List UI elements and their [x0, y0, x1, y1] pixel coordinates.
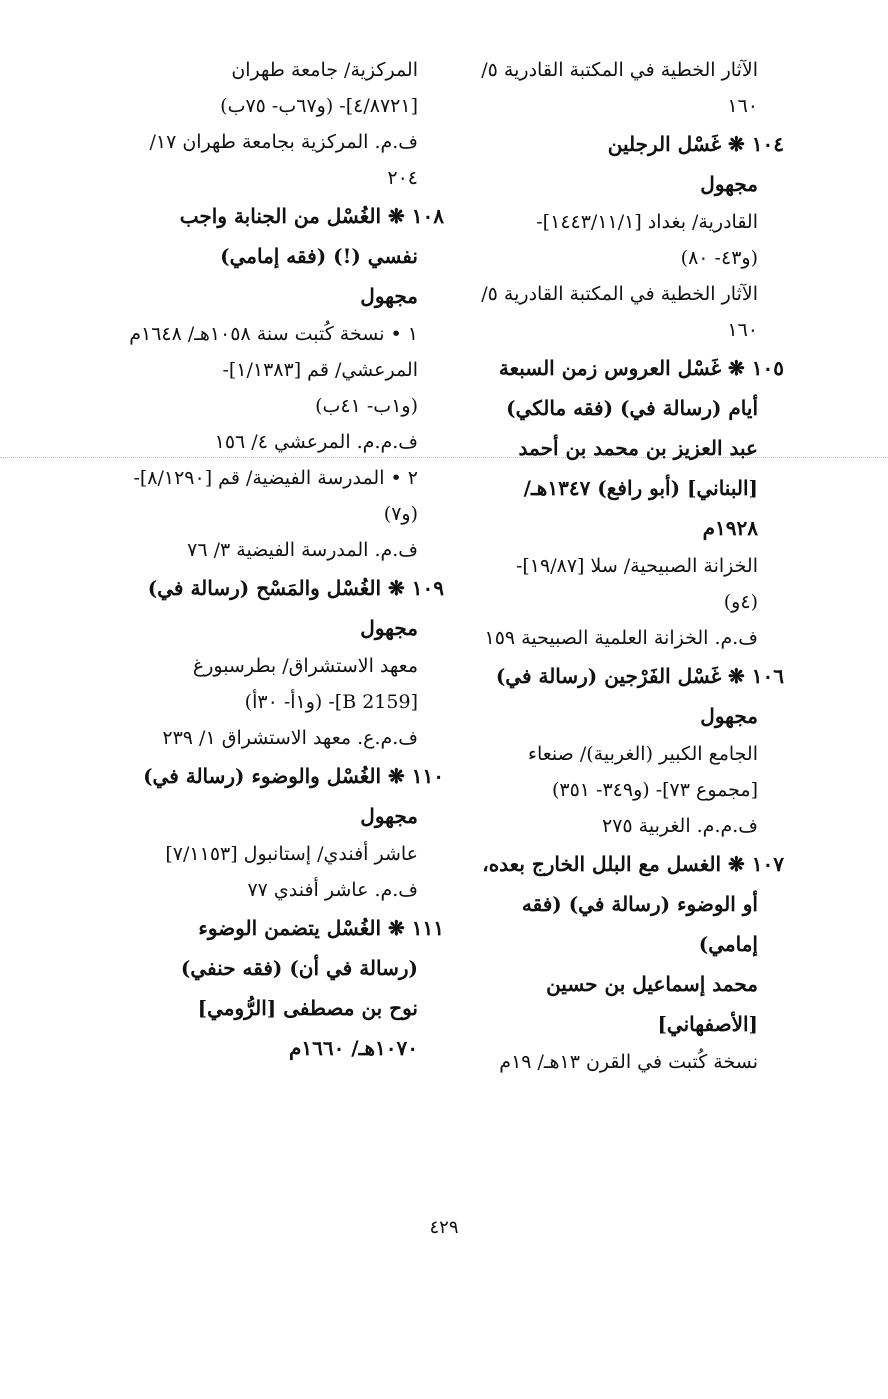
left-column [68, 52, 444, 1068]
text-line: [٤/٨٧٢١]- (و٦٧ب- ٧٥ب) [220, 95, 418, 117]
text-line: ف.م. عاشر أفندي ٧٧ [247, 879, 418, 901]
text-line: المرعشي/ قم [١/١٣٨٣]- [222, 359, 418, 381]
entry-heading: ١٠٥ ❋ غَسْل العروس زمن السبعة [498, 356, 784, 380]
entry-bold-line: ١٠٧٠هـ/ ١٦٦٠م [288, 1036, 418, 1060]
entry-bold-line: أيام (رسالة في) (فقه مالكي) [506, 396, 758, 420]
entry-heading: ١٠٤ ❋ غَسْل الرجلين [607, 132, 784, 156]
text-line: ٢٠٤ [387, 167, 418, 189]
entry-bold-line: أو الوضوء (رسالة في) (فقه [521, 892, 758, 916]
entry-heading: ١١١ ❋ الغُسْل يتضمن الوضوء [198, 916, 444, 940]
text-line: الآثار الخطية في المكتبة القادرية ٥/ [481, 283, 758, 305]
text-line: (و٧) [383, 503, 418, 525]
text-line: ف.م.م. المرعشي ٤/ ١٥٦ [214, 431, 418, 453]
text-line: (و١ب- ٤١ب) [315, 395, 418, 417]
text-line: ف.م.ع. معهد الاستشراق ١/ ٢٣٩ [162, 727, 418, 749]
text-line: [مجموع ٧٣]- (و٣٤٩- ٣٥١) [551, 779, 758, 801]
entry-bold-line: ١٩٢٨م [702, 516, 758, 540]
entry-bold-line: محمد إسماعيل بن حسين [546, 972, 758, 996]
entry-bold-line: نوح بن مصطفى [الرُّومي] [197, 996, 418, 1020]
entry-bold-line: إمامي) [698, 932, 758, 956]
text-line: ف.م. المدرسة الفيضية ٣/ ٧٦ [187, 539, 418, 561]
entry-bold-line: مجهول [700, 172, 758, 196]
entry-bold-line: عبد العزيز بن محمد بن أحمد [518, 436, 758, 460]
text-line: الخزانة الصبيحية/ سلا [١٩/٨٧]- [515, 555, 758, 577]
text-line: الآثار الخطية في المكتبة القادرية ٥/ [481, 59, 758, 81]
entry-heading: ١٠٧ ❋ الغسل مع البلل الخارج بعده، [482, 852, 784, 876]
text-line: ٢ • المدرسة الفيضية/ قم [٨/١٢٩٠]- [133, 467, 418, 489]
text-line: ف.م.م. الغربية ٢٧٥ [602, 815, 758, 837]
entry-bold-line: مجهول [360, 284, 418, 308]
text-line: ف.م. الخزانة العلمية الصبيحية ١٥٩ [484, 627, 758, 649]
text-line: القادرية/ بغداد [١٤٤٣/١١/١]- [536, 211, 758, 233]
entry-bold-line: مجهول [360, 616, 418, 640]
entry-heading: ١٠٨ ❋ الغُسْل من الجنابة واجب [179, 204, 444, 228]
text-line: الجامع الكبير (الغربية)/ صنعاء [528, 743, 758, 765]
text-line: [B 2159]- (و١أ- ٣٠أ) [244, 691, 418, 713]
text-line: المركزية/ جامعة طهران [231, 59, 418, 81]
text-line: نسخة كُتبت في القرن ١٣هـ/ ١٩م [499, 1051, 758, 1073]
right-column [413, 52, 784, 1080]
entry-heading: ١٠٦ ❋ غَسْل الفَرْجين (رسالة في) [495, 664, 784, 688]
entry-bold-line: مجهول [700, 704, 758, 728]
entry-bold-line: (رسالة في أن) (فقه حنفي) [180, 956, 418, 980]
entry-heading: ١٠٩ ❋ الغُسْل والمَسْح (رسالة في) [147, 576, 444, 600]
entry-bold-line: نفسي (!) (فقه إمامي) [220, 244, 418, 268]
text-line: ١ • نسخة كُتبت سنة ١٠٥٨هـ/ ١٦٤٨م [129, 323, 418, 345]
entry-bold-line: [الأصفهاني] [657, 1012, 758, 1036]
text-line: ف.م. المركزية بجامعة طهران ١٧/ [149, 131, 418, 153]
entry-bold-line: مجهول [360, 804, 418, 828]
page-number: ٤٢٩ [429, 1217, 459, 1238]
entry-bold-line: [البناني] (أبو رافع) ١٣٤٧هـ/ [523, 476, 758, 500]
text-line: (و٤٣- ٨٠) [680, 247, 758, 269]
entry-heading: ١١٠ ❋ الغُسْل والوضوء (رسالة في) [143, 764, 444, 788]
text-line: ١٦٠ [727, 319, 758, 341]
text-line: معهد الاستشراق/ بطرسبورغ [192, 655, 418, 677]
text-line: عاشر أفندي/ إستانبول [٧/١١٥٣] [165, 843, 418, 865]
text-line: ١٦٠ [727, 95, 758, 117]
text-line: (٤و) [723, 591, 758, 613]
